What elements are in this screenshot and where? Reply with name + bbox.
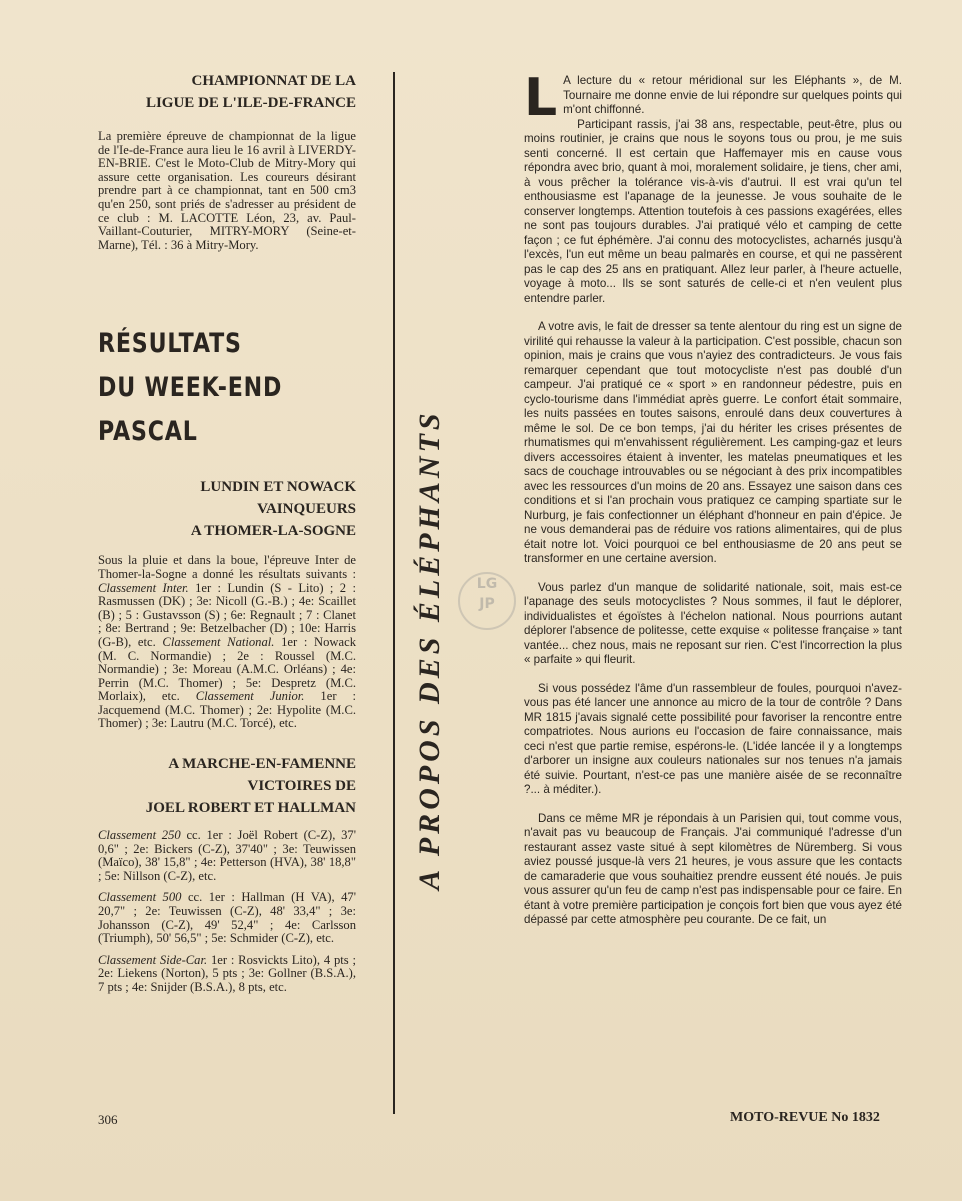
drop-cap: L: [524, 68, 558, 128]
classement-label: Classement Junior.: [195, 689, 305, 704]
classement-text: 1er : Rosvickts Lito), 4 pts ; 2e: Liekens (Norton), 5 pts ; 3e: Gollner (B.S.A.), 7 pts ; 4e: Snijder (B.S.A.), 8 pts, etc.: [98, 952, 356, 994]
classement-text: cc. 1er : Joël Robert (C-Z), 37' 0,6" ; 2e: Bickers (C-Z), 37'40" ; 3e: Teuwissen (Maïco), 38' 15,8" ; 4e: Petterson (HVA), 38' 18,8" ; 5e: Nillson (C-Z), etc.: [98, 828, 356, 883]
thomer-intro: Sous la pluie et dans la boue, l'épreuve Inter de Thomer-la-Sogne a donné les résultats suivants :: [98, 553, 356, 581]
classement-side-car: [98, 954, 356, 995]
thomer-results: [98, 554, 356, 731]
article-paragraph: Dans ce même MR je répondais à un Parisien qui, tout comme vous, n'avait pas vu beaucoup de Français. J'ai communiqué l'adresse d'un restaurant assez vaste situé à sept kilomètres de Nüremberg. Si vous aviez poussé jusque-là vers 21 heures, je vous assure que les contacts de camaraderie que vous souhaitiez prendre eussent été noués. Je puis vous assurer qu'un feu de camp n'est pas indispensable pour ce faire. En étant à votre première participation je conçois fort bien que vous ayez été dépassé par cette atmosphère peu courante. De ce fait, un: [524, 811, 902, 926]
classement-label: Classement 500: [98, 890, 182, 905]
article-paragraph: Participant rassis, j'ai 38 ans, respectable, peut-être, plus ou moins routinier, je crains que nous le soyons tous ou prou, je me suis senti concerné. Il est certain que Haffemayer mis en cause vous répondra avec brio, quant à moi, moralement solidaire, je tiens, cher ami, à vous prêcher la tolérance vis-à-vis d'autrui. Il est vrai qu'un tel enthousiasme est l'apanage de la jeunesse. Je vous souhaite de le conserver longtemps. Attention toutefois à ces passions exagérées, elles ne sont pas toujours durables. J'ai pratiqué vélo et camping de cette façon ; ce fut éphémère. J'ai connu des motocyclistes, acharnés jusqu'à l'excès, l'un eut même un beau palmarès en course, et qui ne passèrent pas le cap des 25 ans en pratiquant. Allez leur parler, à l'heure actuelle, voyage à moto... Ils se sont saturés de celle-ci et n'en veulent plus entendre parler.: [524, 117, 902, 305]
watermark-line: LG: [476, 576, 498, 592]
article-paragraph: [524, 68, 902, 128]
watermark-stamp: [458, 572, 516, 630]
left-column: [98, 70, 356, 995]
heading-line: LUNDIN ET NOWACK: [200, 479, 356, 496]
classement-label: Classement 250: [98, 828, 181, 843]
classement-text: 1er : Lundin (S - Lito) ; 2 : Rasmussen (DK) ; 3e: Nicoll (G.-B.) ; 4e: Scaillet (B) ; 5 : Gustavsson (S) ; 6e: Regnault ; 7 : Clanet ; 8e: Bertrand ; 9e: Betzelbacher (D) ; 10e: Harris (G-B), etc.: [98, 580, 356, 649]
magazine-issue: MOTO-REVUE No 1832: [730, 1110, 880, 1125]
classement-label: Classement National.: [162, 634, 275, 649]
watermark-line: JP: [479, 596, 495, 612]
classement-text: cc. 1er : Hallman (H VA), 47' 20,7" ; 2e: Teuwissen (C-Z), 48' 33,4" ; 3e: Johansson (C-Z), 49' 52,4" ; 4e: Carlsson (Triumph), 50' 56,5" ; 5e: Schmider (C-Z), etc.: [98, 890, 356, 946]
classement-text: 1er : Nowack (M. C. Normandie) ; 2e : Roussel (M.C. Normandie) ; 3e: Moreau (A.M.C. Orléans) ; 4e: Perrin (M.C. Thomer) ; 5e: Despretz (M.C. Morlaix), etc.: [98, 634, 356, 704]
article-paragraph: A votre avis, le fait de dresser sa tente alentour du ring est un signe de virilité qui rehausse la valeur à la participation. C'est possible, chacun son opinion, mais je crains que vous n'ayiez des contradicteurs. Je vous fais remarquer cependant que tout motocycliste n'est pas doublé d'un campeur. J'ai pratiqué ce « sport » en randonneur pédestre, puis en cyclo-tourisme dans l'immédiat après guerre. Le confort était sommaire, les nuits passées en toutes saisons, enroulé dans deux couvertures à même le sol. De ce bon temps, j'ai du hériter les crises présentes de rhumatismes qui m'envahissent régulièrement. Les camping-gaz et leurs divers accessoires étaient à inventer, les matelas pneumatiques et les sacs de couchage introuvables ou se négociant à des prix incompatibles avec les ressources d'un moins de 20 ans. Essayez une saison dans ces conditions et si l'an prochain vous pratiquez ce camping spartiate sur le Nurburg, je fais confectionner un éléphant d'honneur en pain d'épice. Je ne vous demanderai pas de réduire vos rations alimentaires, qui de plus était notre lot. Voici pourquoi ce bel enthousiasme de 20 ans peut se transformer en une certaine aversion.: [524, 320, 902, 565]
column-divider: [393, 72, 395, 1114]
classement-text: 1er : Jacquemend (M.C. Thomer) ; 2e: Hypolite (M.C. Thomer) ; 3e: Lautru (M.C. Torcé), etc.: [98, 689, 356, 731]
classement-label: Classement Inter.: [98, 580, 189, 595]
heading-line: VICTOIRES DE: [247, 778, 356, 795]
classement-250: [98, 829, 356, 883]
paragraph-text: A lecture du « retour méridional sur les Eléphants », de M. Tournaire me donne envie de lui répondre sur quelques points qui m'ont chiffonné.: [563, 74, 902, 116]
classement-500: [98, 891, 356, 945]
article-paragraph: Si vous possédez l'âme d'un rassembleur de foules, pourquoi n'avez-vous pas été lancer une annonce au micro de la tour de contrôle ? Dans MR 1815 j'avais signalé cette possibilité pour favoriser la rencontre entre compatriotes. Nous aurions eu l'occasion de faire connaissance, mais ceci n'est que partie remise, espérons-le. (L'idée lancée il y a longtemps d'arborer un insigne aux couleurs nationales sur nos tenues n'a jamais été suivie. Pourtant, n'est-ce pas une manière aisée de se reconnaître ?... à méditer.).: [524, 681, 902, 796]
big-title-line: DU WEEK-END: [98, 372, 283, 404]
championnat-text: La première épreuve de championnat de la ligue de l'Ie-de-France aura lieu le 16 avril à LIVERDY-EN-BRIE. C'est le Moto-Club de Mitry-Mory qui assure cette organisation. Les coureurs désirant prendre part à ce championnat, tant en 500 cm3 qu'en 250, sont priés de s'adresser au président de ce club : M. LACOTTE Léon, 23, av. Paul-Vaillant-Couturier, MITRY-MORY (Seine-et-Marne), Tél. : 36 à Mitry-Mory.: [98, 129, 356, 252]
right-column-article: [524, 68, 902, 928]
heading-line: CHAMPIONNAT DE LA: [191, 73, 356, 89]
heading-line: A THOMER-LA-SOGNE: [190, 523, 356, 540]
article-paragraph: Vous parlez d'un manque de solidarité nationale, soit, mais est-ce l'apanage des seuls motocyclistes ? Nous sommes, il faut le déplorer, individualistes et égoïstes à l'échelon national. Nous pourrions autant déplorer l'absence de politesse, cette exquise « politesse française » tant vantée... chez nous, mais ne reposant sur rien. C'est l'incorrection la plus « parfaite » qui fleurit.: [524, 580, 902, 666]
heading-line: VAINQUEURS: [257, 501, 356, 518]
heading-line: LIGUE DE L'ILE-DE-FRANCE: [145, 95, 356, 111]
vertical-article-title: A PROPOS DES ÉLÉPHANTS: [413, 409, 446, 890]
results-big-title: [98, 322, 356, 454]
championnat-heading: [98, 70, 356, 114]
heading-line: JOEL ROBERT ET HALLMAN: [145, 800, 356, 817]
classement-label: Classement Side-Car.: [98, 952, 208, 967]
page-number: 306: [98, 1112, 118, 1127]
thomer-heading: [98, 476, 356, 542]
marche-heading: [98, 753, 356, 819]
big-title-line: PASCAL: [98, 416, 198, 448]
big-title-line: RÉSULTATS: [98, 328, 242, 360]
heading-line: A MARCHE-EN-FAMENNE: [168, 756, 356, 773]
